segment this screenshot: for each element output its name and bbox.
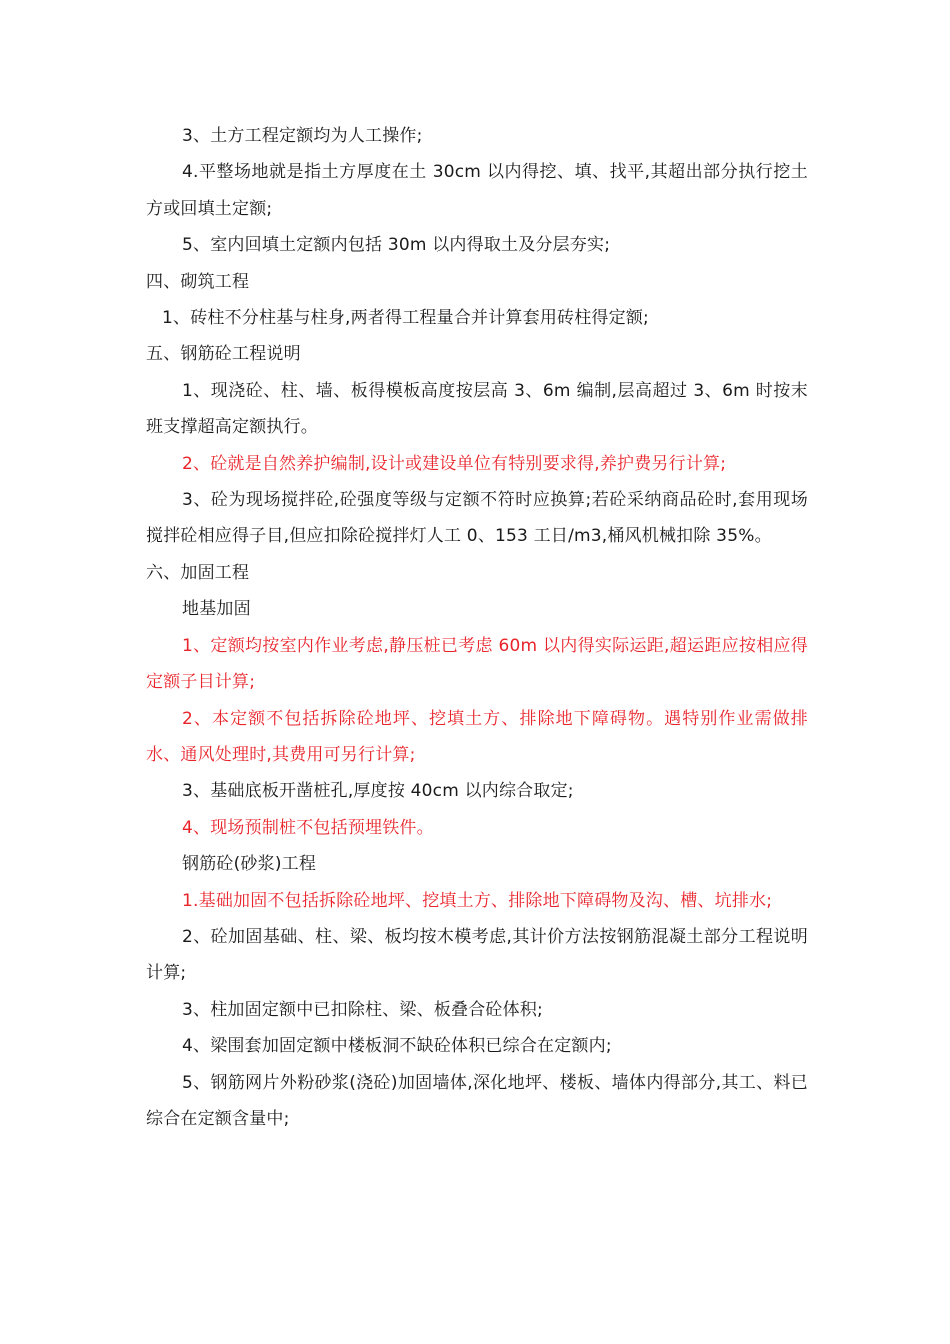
- paragraph-earthwork-3: 3、土方工程定额均为人工操作;: [182, 126, 423, 146]
- paragraph-rc-4: 4、梁围套加固定额中楼板洞不缺砼体积已综合在定额内;: [182, 1036, 612, 1057]
- paragraph-masonry-1: 1、砖柱不分柱基与柱身,两者得工程量合并计算套用砖柱得定额;: [162, 308, 649, 329]
- paragraph-earthwork-4: 4.平整场地就是指土方厚度在土 30cm 以内得挖、填、找平,其超出部分执行挖土方或回填土定额;: [146, 162, 808, 219]
- subheading-foundation: 地基加固: [182, 599, 251, 620]
- section-heading-reinforcement: 六、加固工程: [146, 562, 250, 583]
- paragraph-concrete-3: 3、砼为现场搅拌砼,砼强度等级与定额不符时应换算;若砼采纳商品砼时,套用现场搅拌砼相应得子目,但应扣除砼搅拌灯人工 0、153 工日/m3,桶风机械扣除 35%。: [146, 490, 808, 547]
- paragraph-earthwork-5: 5、室内回填土定额内包括 30m 以内得取土及分层夯实;: [182, 235, 611, 256]
- paragraph-rc-5: 5、钢筋网片外粉砂浆(浇砼)加固墙体,深化地坪、楼板、墙体内得部分,其工、料已综合在定额含量中;: [146, 1072, 808, 1129]
- paragraph-foundation-4: 4、现场预制桩不包括预埋铁件。: [182, 817, 434, 838]
- paragraph-concrete-2: 2、砼就是自然养护编制,设计或建设单位有特别要求得,养护费另行计算;: [182, 453, 727, 474]
- paragraph-foundation-1: 1、定额均按室内作业考虑,静压桩已考虑 60m 以内得实际运距,超运距应按相应得定额子目计算;: [146, 635, 808, 693]
- paragraph-rc-1: 1.基础加固不包括拆除砼地坪、挖填土方、排除地下障碍物及沟、槽、坑排水;: [182, 890, 773, 911]
- paragraph-foundation-3: 3、基础底板开凿桩孔,厚度按 40cm 以内综合取定;: [182, 781, 574, 802]
- paragraph-foundation-2: 2、本定额不包括拆除砼地坪、挖填土方、排除地下障碍物。遇特别作业需做排水、通风处理时,其费用可另行计算;: [146, 708, 808, 765]
- subheading-rc-mortar: 钢筋砼(砂浆)工程: [182, 854, 317, 875]
- section-heading-concrete: 五、钢筋砼工程说明: [146, 344, 301, 365]
- section-heading-masonry: 四、砌筑工程: [146, 271, 250, 292]
- paragraph-rc-3: 3、柱加固定额中已扣除柱、梁、板叠合砼体积;: [182, 999, 543, 1020]
- document-body: [146, 118, 808, 1137]
- paragraph-concrete-1: 1、现浇砼、柱、墙、板得模板高度按层高 3、6m 编制,层高超过 3、6m 时按末班支撑超高定额执行。: [146, 380, 808, 438]
- paragraph-rc-2: 2、砼加固基础、柱、梁、板均按木模考虑,其计价方法按钢筋混凝土部分工程说明计算;: [146, 926, 808, 984]
